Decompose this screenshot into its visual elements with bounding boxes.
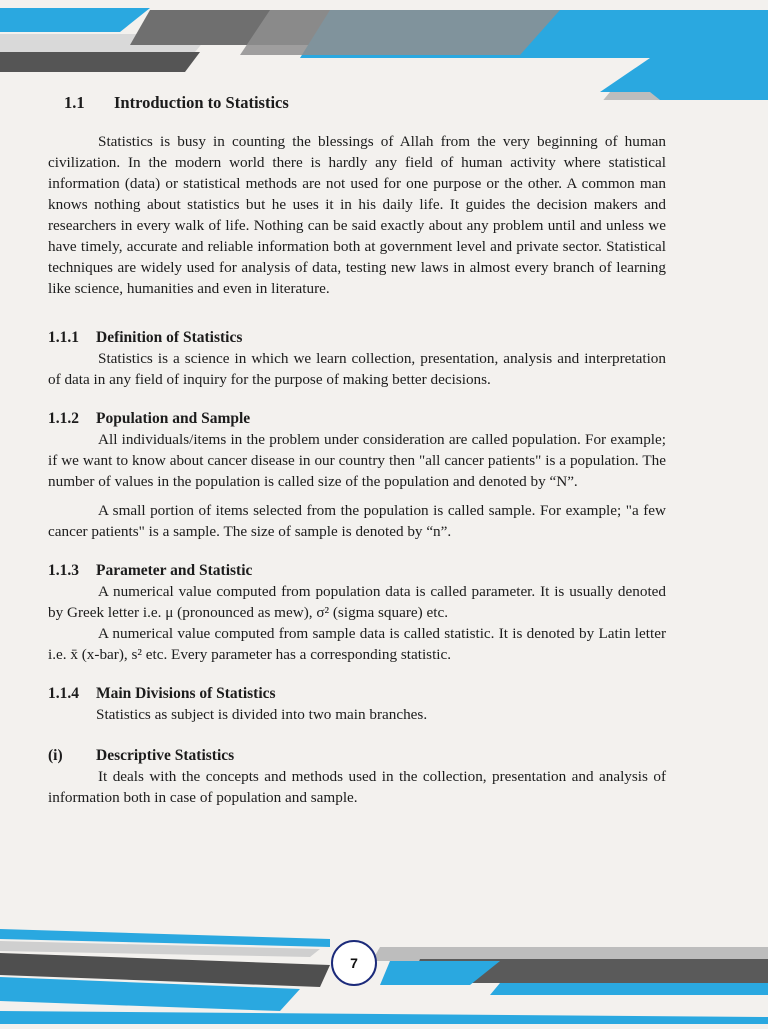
- bottom-banner: [0, 925, 768, 1024]
- parameter-paragraph: A numerical value computed from population data is called parameter. It is usually denoted by Greek letter i.e. μ (pronounced as mew), σ² (sigma square) etc.: [48, 583, 666, 621]
- section-number: 1.1.2: [48, 410, 79, 427]
- bottom-banner-graphic: [0, 925, 768, 1024]
- page-content: [48, 92, 666, 808]
- definition-paragraph: Statistics is a science in which we learn collection, presentation, analysis and interpretation of data in any field of inquiry for the purpose of making better decisions.: [48, 350, 666, 388]
- page-number: 7: [331, 940, 377, 986]
- divisions-paragraph: Statistics as subject is divided into two main branches.: [96, 706, 428, 723]
- section-title: Population and Sample: [96, 410, 251, 427]
- section-1-1-1-heading: [48, 327, 666, 348]
- section-1-1-2-heading: [48, 408, 666, 429]
- section-number: (i): [48, 747, 63, 764]
- section-number: 1.1.1: [48, 329, 79, 346]
- top-banner: [0, 0, 768, 100]
- intro-paragraph: Statistics is busy in counting the blessings of Allah from the very beginning of human civilization. In the modern world there is hardly any field of human activity where statistical information (data) or statistical methods are not used for one purpose or the other. A common man knows nothing about statistics but he uses it in his daily life. It guides the decision makers and researchers in every walk of life. Nothing can be said exactly about any problem until and unless we have timely, accurate and reliable information both at government level and private sector. Statistical techniques are widely used for analysis of data, testing new laws in almost every branch of learning like science, humanities and even in literature.: [48, 133, 666, 297]
- population-paragraph: All individuals/items in the problem under consideration are called population. For example; if we want to know about cancer disease in our country then "all cancer patients" is a population. The number of values in the population is called size of the population and denoted by “N”.: [48, 431, 666, 490]
- descriptive-statistics-heading: [48, 745, 666, 766]
- section-1-1-4-heading: [48, 683, 666, 704]
- section-title: Definition of Statistics: [96, 329, 243, 346]
- descriptive-paragraph: It deals with the concepts and methods used in the collection, presentation and analysis of information both in case of population and sample.: [48, 768, 666, 806]
- statistic-paragraph: A numerical value computed from sample data is called statistic. It is denoted by Latin letter i.e. x̄ (x-bar), s² etc. Every parameter has a corresponding statistic.: [48, 625, 666, 663]
- section-1-1-3-heading: [48, 560, 666, 581]
- section-number: 1.1: [64, 93, 85, 112]
- section-1-1-heading: [64, 92, 666, 113]
- top-banner-graphic: [0, 0, 768, 100]
- section-title: Descriptive Statistics: [96, 747, 235, 764]
- section-title: Introduction to Statistics: [114, 93, 289, 112]
- section-title: Main Divisions of Statistics: [96, 685, 276, 702]
- section-number: 1.1.4: [48, 685, 79, 702]
- section-title: Parameter and Statistic: [96, 562, 253, 579]
- sample-paragraph: A small portion of items selected from the population is called sample. For example; "a few cancer patients" is a sample. The size of sample is denoted by “n”.: [48, 502, 666, 540]
- section-number: 1.1.3: [48, 562, 79, 579]
